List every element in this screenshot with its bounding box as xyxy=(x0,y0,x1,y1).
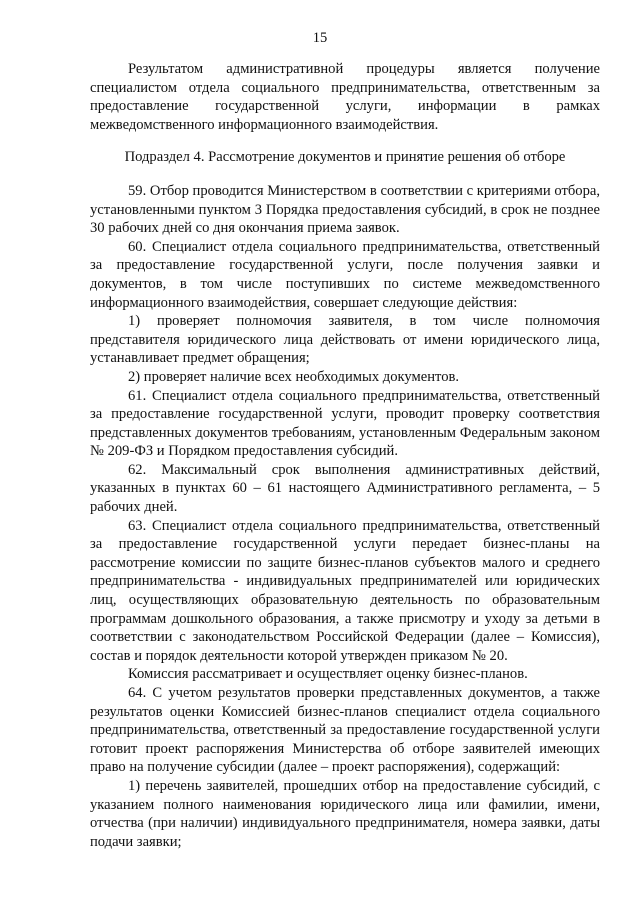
paragraph-64-item-1: 1) перечень заявителей, прошедших отбор на предоставление субсидий, с указанием полного наименования юридического лица или фамилии, имени, отчества (при наличии) индивидуального предпринимателя, номера заявки, даты подачи заявки; xyxy=(90,777,600,850)
paragraph-commission: Комиссия рассматривает и осуществляет оценку бизнес-планов. xyxy=(128,666,528,683)
document-body xyxy=(90,60,600,851)
subsection-title: Подраздел 4. Рассмотрение документов и принятие решения об отборе xyxy=(124,149,566,166)
paragraph-62: 62. Максимальный срок выполнения административных действий, указанных в пунктах 60 – 61 настоящего Административного регламента, – 5 рабочих дней. xyxy=(90,461,600,516)
page-number: 15 xyxy=(312,30,328,46)
paragraph-61: 61. Специалист отдела социального предпринимательства, ответственный за предоставление государственной услуги, проводит проверку соответствия представленных документов требованиям, установленным Федеральным законом № 209-ФЗ и Порядком предоставления субсидий. xyxy=(90,387,600,460)
paragraph-64: 64. С учетом результатов проверки представленных документов, а также результатов оценки Комиссией бизнес-планов специалист отдела социального предпринимательства, ответственный за предоставление государственной услуги готовит проект распоряжения Министерства об отборе заявителей имеющих право на получение субсидии (далее – проект распоряжения), содержащий: xyxy=(90,685,600,776)
paragraph-60-item-2: 2) проверяет наличие всех необходимых документов. xyxy=(128,368,460,385)
paragraph-59: 59. Отбор проводится Министерством в соответствии с критериями отбора, установленными пунктом 3 Порядка предоставления субсидий, в срок не позднее 30 рабочих дней со дня окончания приема заявок. xyxy=(90,182,600,237)
paragraph-60-item-1: 1) проверяет полномочия заявителя, в том числе полномочия представителя юридического лица действовать от имени юридического лица, устанавливает предмет обращения; xyxy=(90,313,600,367)
intro-paragraph: Результатом административной процедуры является получение специалистом отдела социального предпринимательства, ответственным за предоставление государственной услуги, информации в рамках межведомственного информационного взаимодействия. xyxy=(90,61,600,133)
paragraph-60: 60. Специалист отдела социального предпринимательства, ответственный за предоставление государственной услуги, после получения заявки и документов, в том числе поступивших по системе межведомственного информационного взаимодействия, совершает следующие действия: xyxy=(90,238,600,311)
paragraph-63: 63. Специалист отдела социального предпринимательства, ответственный за предоставление государственной услуги передает бизнес-планы на рассмотрение комиссии по защите бизнес-планов субъектов малого и среднего предпринимательства - индивидуальных предпринимателей или юридических лиц, осуществляющих образовательную деятельность по образовательным программам дошкольного образования, а также присмотру и уходу за детьми в соответствии с законодательством Российской Федерации (далее – Комиссия), состав и порядок деятельности которой утвержден приказом № 20. xyxy=(90,517,600,664)
